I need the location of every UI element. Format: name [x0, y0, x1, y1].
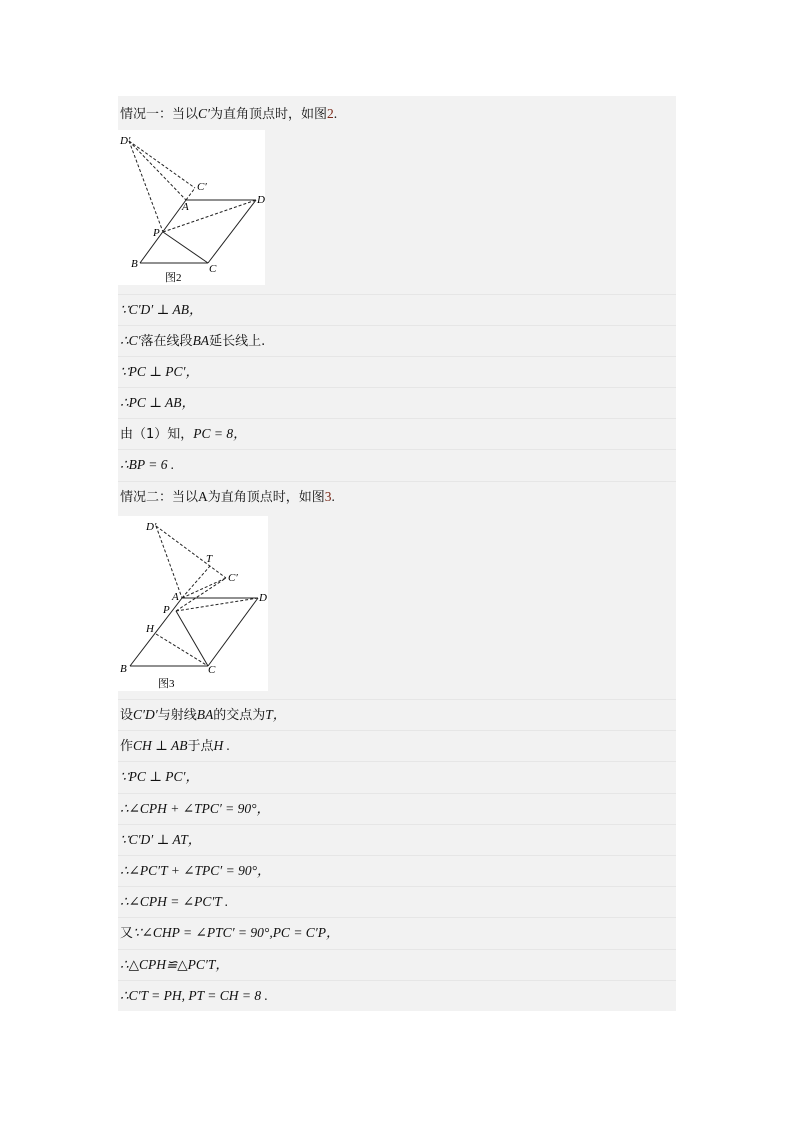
segment-PC: [163, 232, 208, 263]
line-14: ∴∠PC′T + ∠TPC′ = 90°，: [118, 861, 676, 881]
line-13: ∵C′D′ ⊥ AT，: [118, 830, 676, 850]
label-P: P: [153, 227, 160, 239]
line-6: 由（1）知，PC = 8，: [118, 424, 676, 445]
segment-PC: [176, 611, 208, 666]
segment-PC1: [176, 578, 226, 611]
segment-PD: [176, 598, 258, 611]
line-16: 又∵∠CHP = ∠PTC′ = 90°,PC = C′P，: [118, 923, 676, 944]
line-case-two: 情况二：当以A为直角顶点时，如图3.: [118, 487, 676, 508]
figure-3-caption: 图3: [158, 678, 175, 690]
figure-2: [118, 130, 265, 285]
label-H: H: [146, 623, 154, 635]
label-C1: C′: [197, 181, 207, 193]
line-2: ∵C′D′ ⊥ AB，: [118, 300, 676, 320]
label-C1: C′: [228, 572, 238, 584]
label-C: C: [208, 664, 216, 676]
line-10: 作CH ⊥ AB于点H .: [118, 736, 676, 757]
segment-D1P: [129, 141, 163, 232]
segment-AC1: [182, 578, 226, 598]
segment-AC1: [186, 188, 195, 200]
figure-2-caption: 图2: [165, 272, 182, 284]
label-T: T: [206, 553, 213, 565]
segment-D1C1: [129, 141, 195, 188]
segment-AT: [182, 566, 210, 598]
figure-3-diagram: [118, 516, 268, 691]
segment-HC: [156, 634, 208, 666]
line-3: ∴C′落在线段BA延长线上.: [118, 331, 676, 352]
line-12: ∴∠CPH + ∠TPC′ = 90°，: [118, 799, 676, 819]
label-C: C: [209, 263, 217, 275]
line-case-one: 情况一：当以C′为直角顶点时，如图2.: [120, 106, 338, 122]
line-9: 设C′D′与射线BA的交点为T，: [118, 705, 676, 726]
label-B: B: [131, 258, 138, 270]
segment-BA: [130, 598, 182, 666]
segment-D1A: [129, 141, 186, 200]
label-B: B: [120, 663, 127, 675]
figure-3: [118, 516, 268, 691]
segment-D1A: [156, 526, 182, 598]
line-5: ∴PC ⊥ AB，: [118, 393, 676, 413]
line-7: ∴BP = 6 .: [118, 455, 676, 475]
line-17: ∴△CPH≌△PC′T，: [118, 955, 676, 975]
label-D1: D′: [120, 135, 131, 147]
label-D: D: [257, 194, 265, 206]
segment-DC: [208, 598, 258, 666]
label-A: A: [182, 201, 189, 213]
segment-D1C1: [156, 526, 226, 578]
label-P: P: [163, 604, 170, 616]
label-A: A: [172, 591, 179, 603]
segment-PD: [163, 200, 256, 232]
segment-DC: [208, 200, 256, 263]
label-D: D: [259, 592, 267, 604]
line-18: ∴C′T = PH, PT = CH = 8 .: [118, 986, 676, 1006]
line-4: ∵PC ⊥ PC′，: [118, 362, 676, 382]
label-D1: D′: [146, 521, 157, 533]
figure-2-diagram: [118, 130, 265, 285]
line-11: ∵PC ⊥ PC′，: [118, 767, 676, 787]
line-15: ∴∠CPH = ∠PC′T .: [118, 892, 676, 912]
